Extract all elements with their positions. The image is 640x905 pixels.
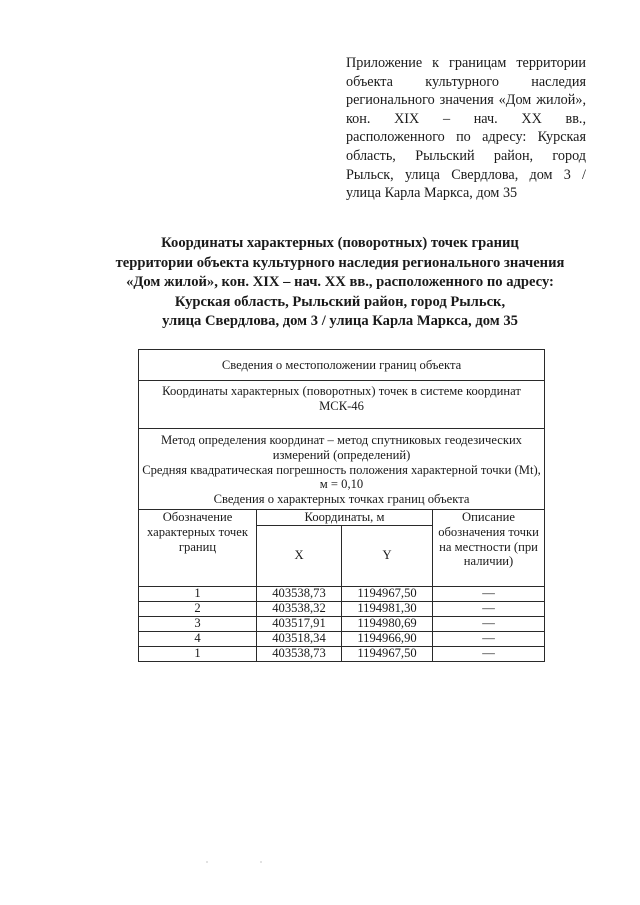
- header-designation: Обозначение характерных точек границ: [139, 510, 257, 587]
- scan-specks: [205, 860, 265, 864]
- description-cell: —: [433, 616, 545, 631]
- table-section-row: [139, 429, 545, 510]
- x-cell: 403518,34: [257, 631, 342, 646]
- y-cell: 1194967,50: [342, 586, 433, 601]
- description-cell: —: [433, 586, 545, 601]
- title-line: Курская область, Рыльский район, город Рыльск,: [174, 293, 506, 310]
- table-row: [139, 601, 545, 616]
- point-cell: 3: [139, 616, 257, 631]
- table-section-row: [139, 350, 545, 381]
- table-row: [139, 646, 545, 661]
- method-text: Метод определения координат – метод спутниковых геодезических измерений (определений): [161, 433, 522, 462]
- accuracy-text: Средняя квадратическая погрешность положения характерной точки (Mt), м = 0,10: [142, 462, 541, 492]
- points-heading: Сведения о характерных точках границ объекта: [213, 492, 470, 507]
- coordinates-table: [138, 349, 545, 662]
- header-coordinates: Координаты, м: [257, 510, 433, 526]
- title-line: Координаты характерных (поворотных) точек границ: [161, 235, 519, 251]
- x-cell: 403538,32: [257, 601, 342, 616]
- x-cell: 403517,91: [257, 616, 342, 631]
- appendix-note: Приложение к границам территории объекта культурного наследия регионального значения «Дом жилой», кон. XIX – нач. XX вв., расположенного по адресу: Курская область, Рыльский район, город Рыльск, улица Свердлова, дом 3 / улица Карла Маркса, дом 35: [346, 55, 586, 202]
- x-cell: 403538,73: [257, 646, 342, 661]
- point-cell: 4: [139, 631, 257, 646]
- table-row: [139, 616, 545, 631]
- x-cell: 403538,73: [257, 586, 342, 601]
- point-cell: 2: [139, 601, 257, 616]
- description-cell: —: [433, 601, 545, 616]
- table-header-row: [139, 510, 545, 526]
- method-cell: [139, 429, 545, 510]
- point-cell: 1: [139, 646, 257, 661]
- title-line: улица Свердлова, дом 3 / улица Карла Маркса, дом 35: [162, 313, 518, 330]
- header-description: Описание обозначения точки на местности (при наличии): [433, 510, 545, 587]
- y-cell: 1194981,30: [342, 601, 433, 616]
- table-row: [139, 631, 545, 646]
- description-cell: —: [433, 646, 545, 661]
- document-title: [60, 234, 620, 332]
- title-line: территории объекта культурного наследия регионального значения: [115, 254, 565, 271]
- section-location-cell: Сведения о местоположении границ объекта: [139, 350, 545, 381]
- table-row: [139, 586, 545, 601]
- y-cell: 1194966,90: [342, 631, 433, 646]
- y-cell: 1194967,50: [342, 646, 433, 661]
- header-x: X: [257, 525, 342, 586]
- header-y: Y: [342, 525, 433, 586]
- description-cell: —: [433, 631, 545, 646]
- title-line: «Дом жилой», кон. XIX – нач. XX вв., расположенного по адресу:: [126, 274, 554, 291]
- y-cell: 1194980,69: [342, 616, 433, 631]
- section-system-cell: Координаты характерных (поворотных) точек в системе координат МСК-46: [139, 381, 545, 429]
- point-cell: 1: [139, 586, 257, 601]
- table-section-row: [139, 381, 545, 429]
